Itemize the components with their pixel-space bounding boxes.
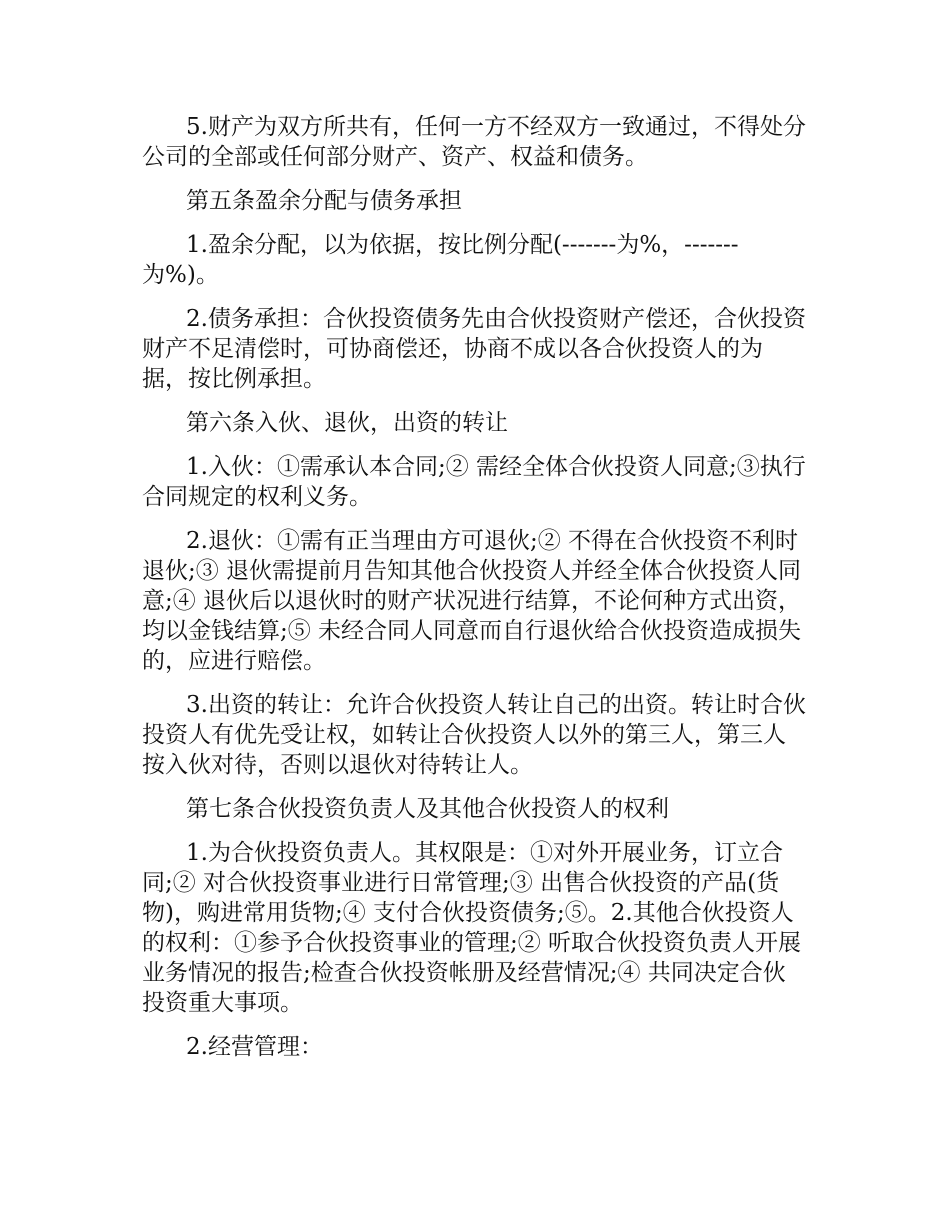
- paragraph-responsible-person-rights: 1.为合伙投资负责人。其权限是：①对外开展业务，订立合同;② 对合伙投资事业进行日常管理;③ 出售合伙投资的产品(货物)，购进常用货物;④ 支付合伙投资债务;⑤。2.其他合伙投资人的权利：①参予合伙投资事业的管理;② 听取合伙投资负责人开展业务情况的报告;检查合伙投资帐册及经营情况;④ 共同决定合伙投资重大事项。: [142, 840, 802, 1016]
- paragraph-capital-transfer: 3.出资的转让：允许合伙投资人转让自己的出资。转让时合伙投资人有优先受让权，如转让合伙投资人以外的第三人，第三人按入伙对待，否则以退伙对待转让人。: [142, 692, 806, 778]
- heading-article-7: 第七条合伙投资负责人及其他合伙投资人的权利: [186, 796, 669, 822]
- paragraph-profit-distribution: 1.盈余分配，以为依据，按比例分配(-------为%，-------为%)。: [142, 232, 739, 288]
- heading-article-5: 第五条盈余分配与债务承担: [186, 188, 462, 214]
- paragraph-withdrawal: 2.退伙：①需有正当理由方可退伙;② 不得在合伙投资不利时退伙;③ 退伙需提前月告知其他合伙投资人并经全体合伙投资人同意;④ 退伙后以退伙时的财产状况进行结算，不论何种方式出资，均以金钱结算;⑤ 未经合同人同意而自行退伙给合伙投资造成损失的，应进行赔偿。: [142, 528, 802, 674]
- paragraph-debt-bearing: 2.债务承担：合伙投资债务先由合伙投资财产偿还，合伙投资财产不足清偿时，可协商偿还，协商不成以各合伙投资人的为据，按比例承担。: [142, 306, 806, 392]
- paragraph-property-ownership: 5.财产为双方所共有，任何一方不经双方一致通过，不得处分公司的全部或任何部分财产、资产、权益和债务。: [142, 114, 806, 170]
- paragraph-joining: 1.入伙：①需承认本合同;② 需经全体合伙投资人同意;③执行合同规定的权利义务。: [142, 454, 806, 510]
- heading-article-6: 第六条入伙、退伙，出资的转让: [186, 410, 508, 436]
- paragraph-operation-management: 2.经营管理：: [186, 1034, 323, 1060]
- document-page: [142, 112, 806, 1076]
